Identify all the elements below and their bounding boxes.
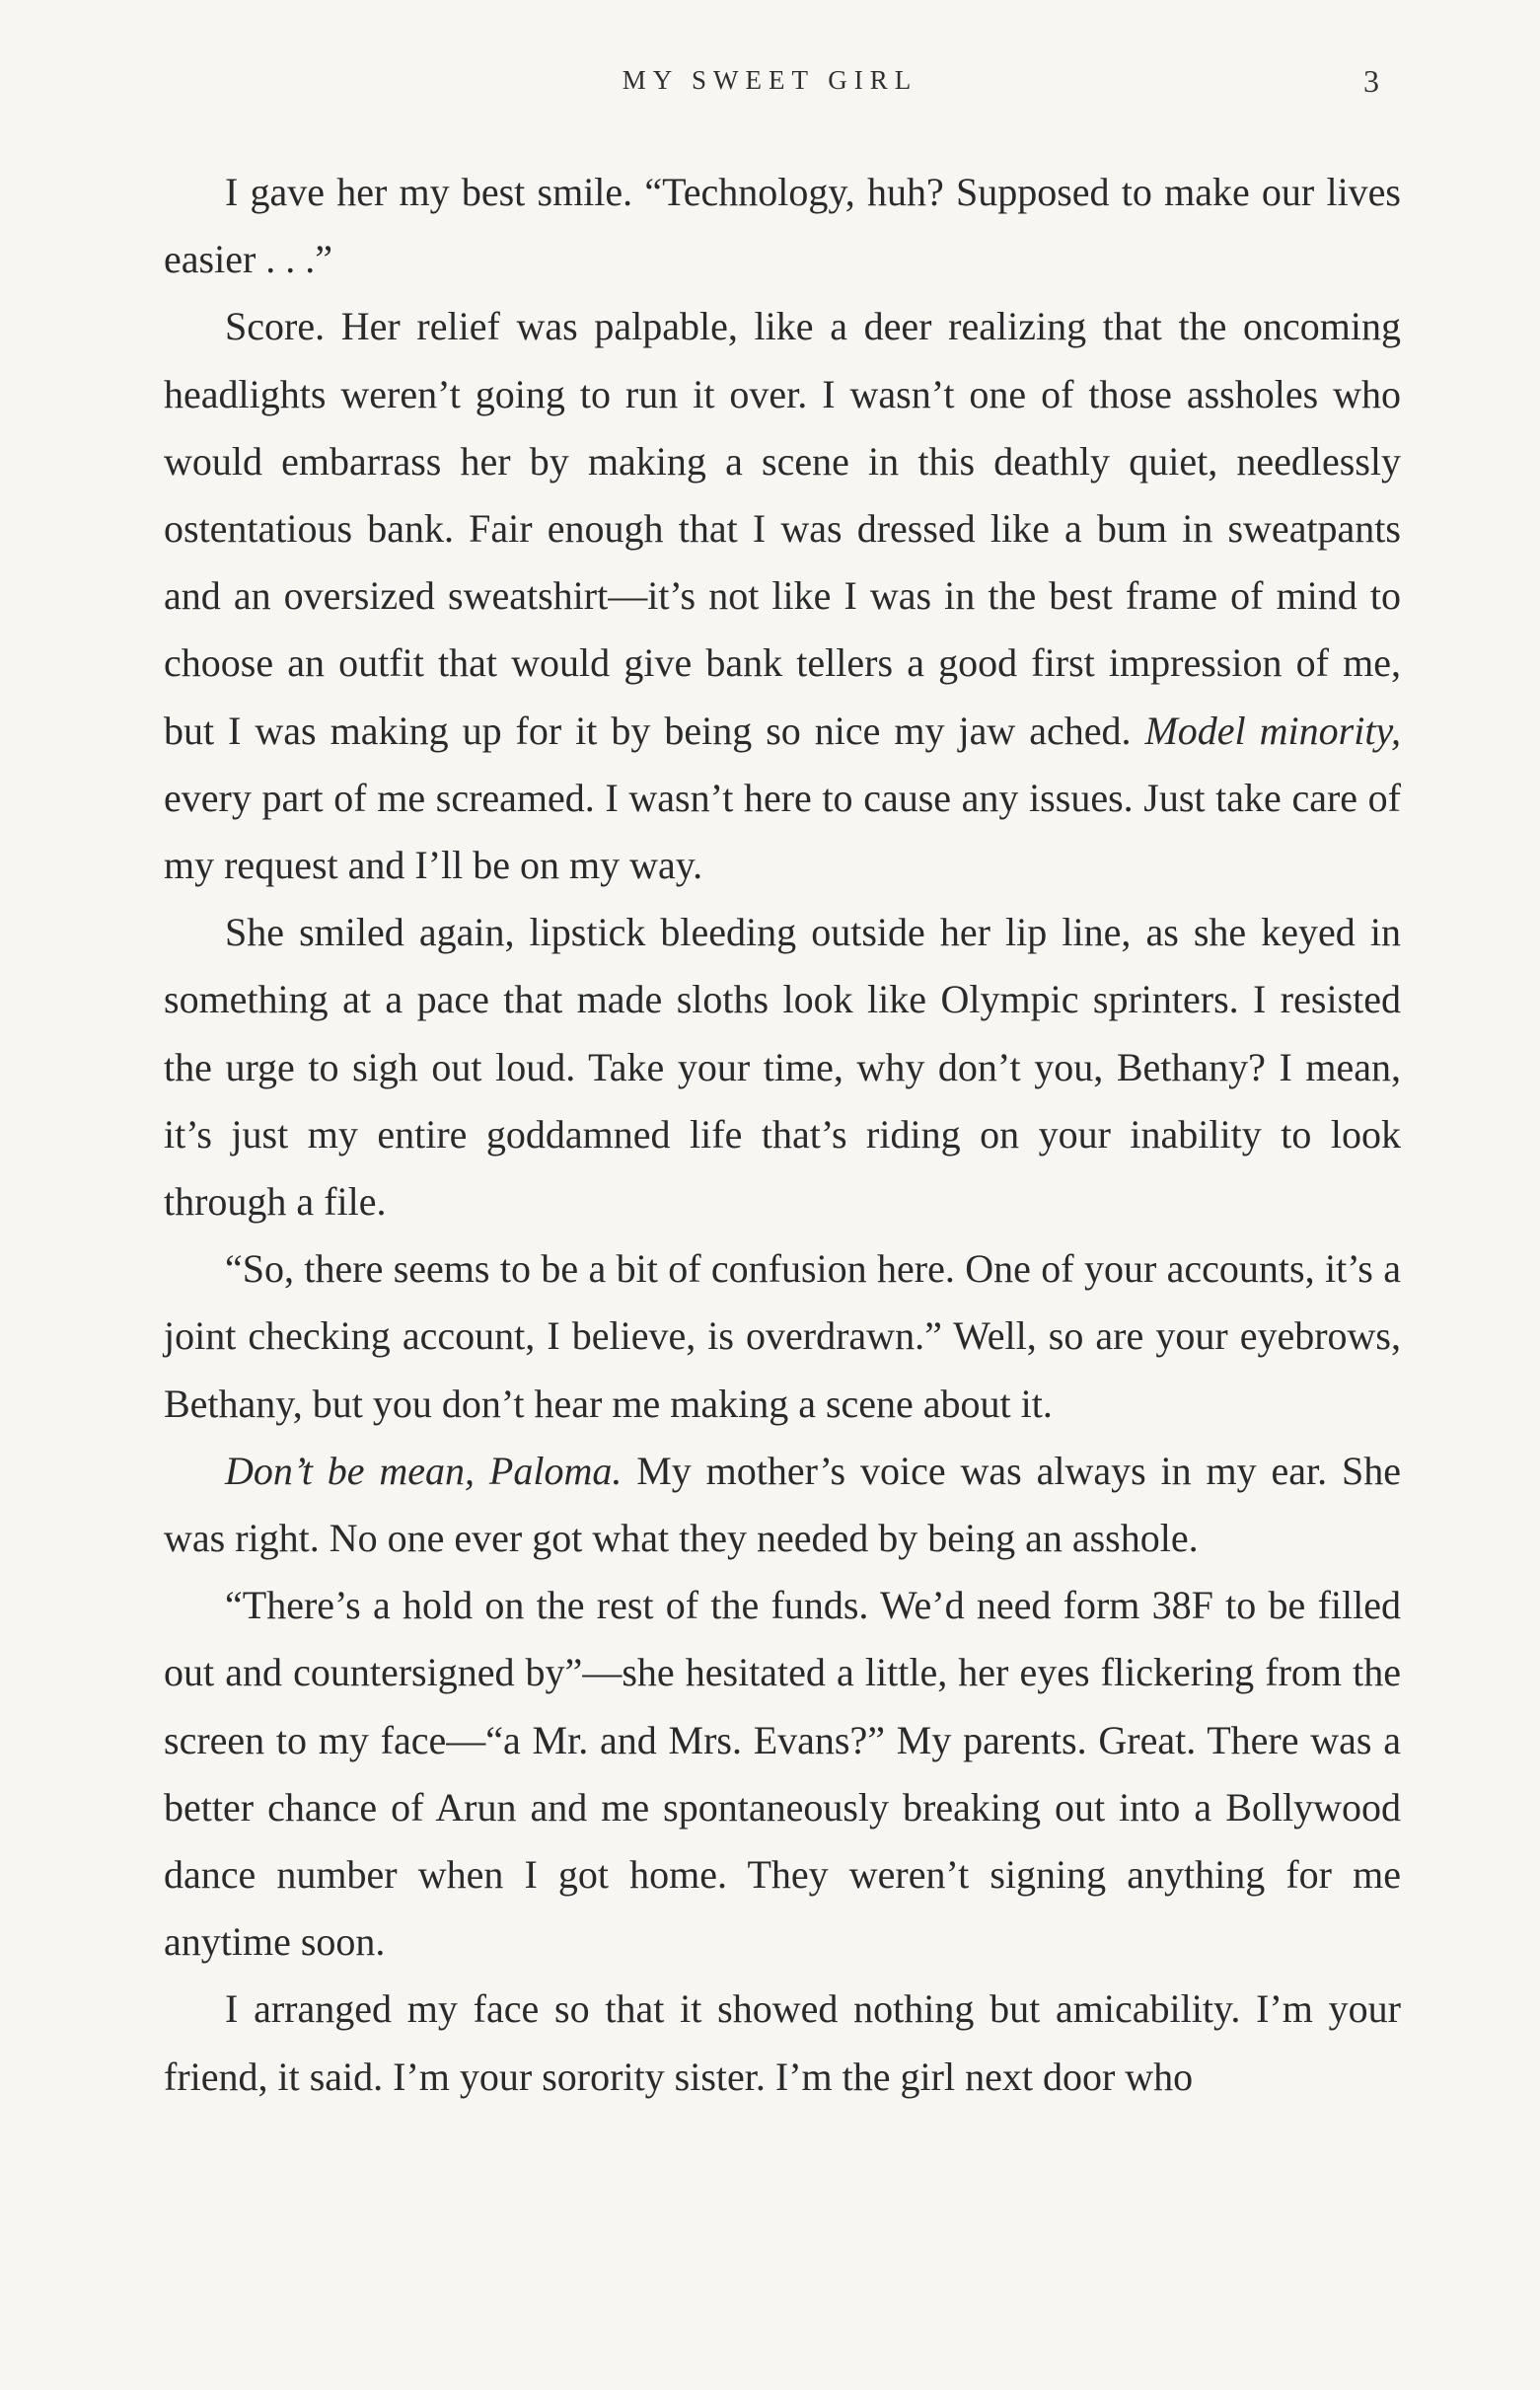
paragraph: [164, 1235, 1401, 1438]
paragraph-text: “There’s a hold on the rest of the funds. We’d need form 38F to be filled out and countersigned by”—she hesitated a little, her eyes flickering from the screen to my face—“a Mr. and Mrs. Evans?” My parents. Great. There was a better chance of Arun and me spontaneously breaking out into a Bollywood dance number when I got home. They weren’t signing anything for me anytime soon.: [164, 1583, 1401, 1965]
paragraph: [164, 159, 1401, 293]
body-text: [164, 159, 1401, 2111]
paragraph-text: I gave her my best smile. “Technology, huh? Supposed to make our lives easier . . .”: [164, 170, 1401, 282]
paragraph-text: Score. Her relief was palpable, like a deer realizing that the oncoming headlights weren’t going to run it over. I wasn’t one of those assholes who would embarrass her by making a scene in this deathly quiet, needlessly ostentatious bank. Fair enough that I was dressed like a bum in sweatpants and an oversized sweatshirt—it’s not like I was in the best frame of mind to choose an outfit that would give bank tellers a good first impression of me, but I was making up for it by being so nice my jaw ached.: [164, 304, 1401, 753]
paragraph: [164, 293, 1401, 899]
paragraph: [164, 899, 1401, 1235]
italic-phrase: Don’t be mean, Paloma.: [225, 1448, 623, 1493]
paragraph-text: She smiled again, lipstick bleeding outside her lip line, as she keyed in something at a pace that made sloths look like Olympic sprinters. I resisted the urge to sigh out loud. Take your time, why don’t you, Bethany? I mean, it’s just my entire goddamned life that’s riding on your inability to look through a file.: [164, 910, 1401, 1225]
paragraph: [164, 1572, 1401, 1976]
paragraph: [164, 1438, 1401, 1572]
paragraph-text: “So, there seems to be a bit of confusion here. One of your accounts, it’s a joint checking account, I believe, is overdrawn.” Well, so are your eyebrows, Bethany, but you don’t hear me making a scene about it.: [164, 1246, 1401, 1426]
paragraph-text: My mother’s voice was always in my ear. She was right. No one ever got what they needed by being an asshole.: [164, 1448, 1401, 1561]
paragraph-text: I arranged my face so that it showed nothing but amicability. I’m your friend, it said. I’m your sorority sister. I’m the girl next door who: [164, 1986, 1401, 2099]
book-title: MY SWEET GIRL: [622, 65, 918, 95]
running-head: [0, 65, 1540, 105]
paragraph-text: every part of me screamed. I wasn’t here to cause any issues. Just take care of my request and I’ll be on my way.: [164, 775, 1401, 888]
page-number: 3: [1363, 63, 1379, 99]
paragraph: [164, 1976, 1401, 2110]
italic-phrase: Model minority,: [1144, 708, 1401, 753]
